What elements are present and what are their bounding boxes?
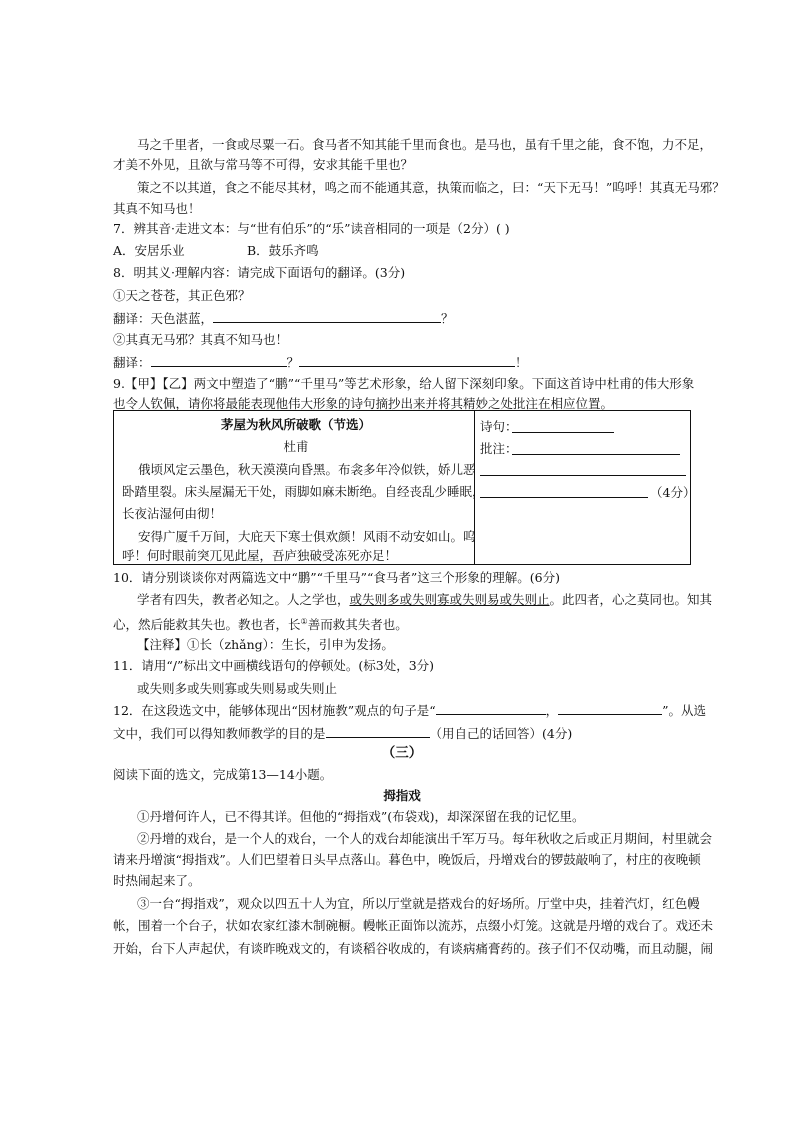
note-answer-line[interactable] [480, 475, 686, 476]
translation-label: 翻译： [113, 355, 151, 370]
verse-label: 诗句： [480, 419, 518, 434]
question-7-options [113, 243, 691, 259]
option-a[interactable]: A．安居乐业 [113, 243, 185, 258]
question-8-item-2: ②其真无马邪？其真不知马也！ [113, 332, 289, 347]
answer-blank[interactable] [299, 354, 515, 367]
answer-blank[interactable] [558, 702, 662, 715]
poem-line: 长夜沾湿何由彻！ [122, 506, 223, 521]
question-9-line: 9.【甲】【乙】两文中塑造了“鹏”“千里马”等艺术形象，给人留下深刻印象。下面这首诗中杜甫的伟大形象 [113, 376, 695, 391]
poem-table [113, 410, 696, 565]
punctuation: ！ [515, 355, 528, 370]
text-segment: 。此四者，心之莫同也。知其 [549, 592, 713, 607]
poem-cell [114, 411, 485, 564]
article-paragraph: 开始，台下人声起伏，有谈昨晚戏文的，有谈稻谷收成的，有谈病痛膏药的。孩子们不仅动嘴，而且动腿，闹 [113, 941, 714, 956]
poem-author: 杜甫 [283, 439, 309, 454]
text-segment: 善而救其失者也。 [307, 617, 408, 633]
question-10-text [113, 614, 691, 633]
section-heading: （三） [381, 745, 423, 761]
text-segment: 12．在这段选文中，能够体现出“因材施教”观点的句子是“ [113, 703, 436, 718]
question-12-line-1 [113, 702, 706, 719]
score-label: （4分） [650, 485, 696, 500]
question-12-line-2 [113, 725, 691, 742]
article-paragraph: 时热闹起来了。 [113, 873, 201, 888]
passage-line: 其真不知马也！ [113, 201, 201, 216]
question-8-stem: 8．明其义·理解内容：请完成下面语句的翻译。(3分) [113, 265, 406, 280]
option-b[interactable]: B．鼓乐齐鸣 [246, 243, 319, 258]
article-paragraph: ②丹增的戏台，是一个人的戏台，一个人的戏台却能演出千军万马。每年秋收之后或正月期间，村里就会 [137, 831, 713, 846]
question-10-text [137, 592, 715, 608]
question-9-line: 也令人钦佩，请你将最能表现他伟大形象的诗句摘抄出来并将其精妙之处批注在相应位置。 [113, 396, 614, 411]
text-segment: 文中，我们可以得知教师教学的目的是 [113, 726, 326, 741]
answer-blank[interactable] [436, 702, 546, 715]
underlined-sentence: 或失则多或失则寡或失则易或失则止 [349, 592, 550, 607]
passage-line: 马之千里者，一食或尽粟一石。食马者不知其能千里而食也。是马也，虽有千里之能，食不饱，力不足， [137, 137, 713, 152]
question-11-stem: 11．请用“/”标出文中画横线语句的停顿处。(标3处，3分) [113, 658, 435, 673]
article-paragraph: 请来丹增演“拇指戏”。人们巴望着日头早点落山。暮色中，晚饭后，丹增戏台的锣鼓敲响了，村庄的夜晚顿 [113, 852, 701, 867]
text-segment: （用自己的话回答）(4分) [429, 726, 573, 741]
note-label: 批注： [480, 441, 518, 456]
poem-line: 安得广厦千万间，大庇天下寒士俱欢颜！风雨不动安如山。呜 [138, 529, 476, 544]
punctuation: ？ [441, 311, 454, 326]
question-8-translation-1 [113, 310, 691, 327]
question-8-item-1: ①天之苍苍，其正色邪？ [113, 288, 251, 303]
punctuation: ？ [286, 355, 300, 370]
poem-line: 卧踏里裂。床头屋漏无干处，雨脚如麻未断绝。自经丧乱少睡眠， [122, 484, 485, 499]
footnote-marker: ① [300, 617, 308, 626]
question-11-sentence: 或失则多或失则寡或失则易或失则止 [137, 681, 338, 696]
question-7-stem: 7．辨其音·走进文本：与“世有伯乐”的“乐”读音相同的一项是（2分）( ) [113, 221, 510, 236]
answer-blank[interactable] [213, 310, 441, 323]
passage-line: 策之不以其道，食之不能尽其材，鸣之而不能通其意，执策而临之，曰：“天下无马！”呜呼！其真无马邪？ [137, 180, 725, 195]
footnote: 【注释】①长（zhǎng）：生长，引申为发扬。 [137, 637, 394, 652]
article-paragraph: 帐，围着一个台子，状如农家红漆木制碗橱。幔帐正面饰以流苏，点缀小灯笼。这就是丹增的戏台了。戏还未 [113, 918, 714, 933]
article-title: 拇指戏 [383, 788, 421, 803]
text-segment: ”。从选 [662, 703, 706, 718]
answer-blank[interactable] [151, 354, 287, 367]
poem-line: 呼！何时眼前突兀见此屋，吾庐独破受冻死亦足！ [122, 548, 398, 563]
question-8-translation-2 [113, 354, 691, 371]
passage-line: 才美不外见，且欲与常马等不可得，安求其能千里也？ [113, 157, 414, 172]
article-paragraph: ①丹增何许人，已不得其详。但他的“拇指戏”(布袋戏)，却深深留在我的记忆里。 [137, 809, 585, 824]
annotation-cell [474, 411, 696, 564]
note-answer-line[interactable] [512, 454, 680, 455]
note-answer-line[interactable] [480, 497, 648, 498]
question-10-stem: 10．请分别谈谈你对两篇选文中“鹏”“千里马”“食马者”这三个形象的理解。(6分) [113, 570, 560, 585]
text-segment: 学者有四失，教者必知之。人之学也， [137, 592, 350, 607]
translation-label: 翻译：天色湛蓝， [113, 311, 214, 326]
text-segment: 心，然后能救其失也。教也者，长 [113, 617, 301, 633]
poem-line: 俄顷风定云墨色，秋天漠漠向昏黑。布衾多年冷似铁，娇儿恶 [138, 462, 476, 477]
answer-blank[interactable] [326, 725, 430, 738]
section-intro: 阅读下面的选文，完成第13—14小题。 [113, 767, 333, 782]
article-paragraph: ③一台“拇指戏”，观众以四五十人为宜，所以厅堂就是搭戏台的好场所。厅堂中央，挂着汽灯，红色幔 [137, 896, 700, 911]
punctuation: ， [545, 703, 559, 718]
verse-answer-line[interactable] [512, 432, 614, 433]
poem-title: 茅屋为秋风所破歌（节选） [220, 417, 371, 432]
